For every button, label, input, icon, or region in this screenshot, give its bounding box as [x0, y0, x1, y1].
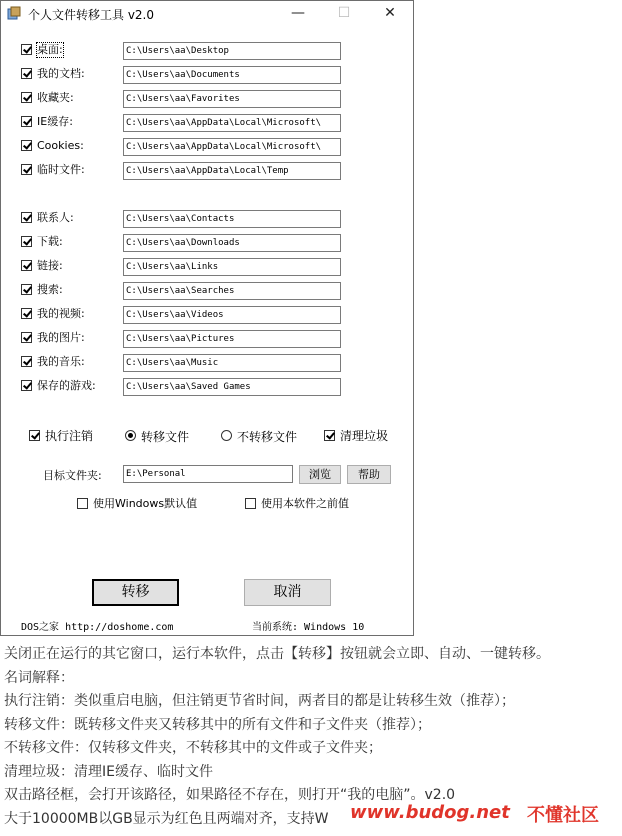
folder-checkbox[interactable] [21, 44, 32, 55]
app-icon [7, 6, 21, 20]
previous-values-checkbox[interactable] [245, 498, 256, 509]
watermark-name: 不懂社区 [527, 805, 599, 826]
folder-checkbox[interactable] [21, 308, 32, 319]
target-folder-input[interactable]: E:\Personal [123, 465, 293, 483]
target-folder-label: 目标文件夹: [43, 469, 102, 482]
folder-label: 我的文档: [37, 67, 85, 80]
maximize-button: ☐ [337, 5, 351, 21]
folder-label: 收藏夹: [37, 91, 74, 104]
clean-checkbox[interactable] [324, 430, 335, 441]
close-button[interactable]: ✕ [384, 5, 396, 21]
description-line: 清理垃圾：清理IE缓存、临时文件 [4, 763, 213, 780]
current-system: 当前系统: Windows 10 [252, 622, 365, 633]
folder-label: 我的图片: [37, 331, 85, 344]
previous-values-label: 使用本软件之前值 [261, 497, 349, 510]
clean-label: 清理垃圾 [340, 429, 389, 443]
folder-checkbox[interactable] [21, 116, 32, 127]
no-move-label: 不转移文件 [237, 430, 298, 444]
description-line: 关闭正在运行的其它窗口，运行本软件，点击【转移】按钮就会立即、自动、一键转移。 [4, 646, 550, 662]
folder-path-input[interactable]: C:\Users\aa\Searches [123, 282, 341, 300]
folder-path-input[interactable]: C:\Users\aa\Videos [123, 306, 341, 324]
folder-label: 我的音乐: [37, 355, 85, 368]
windows-default-checkbox[interactable] [77, 498, 88, 509]
folder-label: 联系人: [37, 211, 74, 224]
folder-path-input[interactable]: C:\Users\aa\Desktop [123, 42, 341, 60]
folder-label: 保存的游戏: [37, 379, 96, 392]
folder-checkbox[interactable] [21, 356, 32, 367]
folder-label: IE缓存: [37, 115, 73, 128]
folder-checkbox[interactable] [21, 236, 32, 247]
transfer-button[interactable]: 转移 [92, 579, 179, 606]
folder-label: 临时文件: [37, 163, 85, 176]
logoff-label: 执行注销 [45, 429, 94, 443]
description-line: 执行注销：类似重启电脑，但注销更节省时间，两者目的都是让转移生效（推荐）； [4, 693, 515, 709]
folder-checkbox[interactable] [21, 212, 32, 223]
cancel-button[interactable]: 取消 [244, 579, 331, 606]
windows-default-label: 使用Windows默认值 [93, 497, 198, 510]
folder-path-input[interactable]: C:\Users\aa\Favorites [123, 90, 341, 108]
folder-label: 搜索: [37, 283, 63, 296]
help-button[interactable]: 帮助 [347, 465, 391, 484]
folder-path-input[interactable]: C:\Users\aa\AppData\Local\Microsoft\ [123, 138, 341, 156]
folder-path-input[interactable]: C:\Users\aa\AppData\Local\Temp [123, 162, 341, 180]
title-bar [1, 1, 413, 27]
folder-path-input[interactable]: C:\Users\aa\Downloads [123, 234, 341, 252]
folder-checkbox[interactable] [21, 260, 32, 271]
logoff-checkbox[interactable] [29, 430, 40, 441]
folder-label: 链接: [37, 259, 63, 272]
folder-label: 桌面: [37, 43, 63, 56]
folder-label: 下载: [37, 235, 63, 248]
watermark-site: www.budog.net [350, 802, 510, 823]
folder-label: Cookies: [37, 139, 84, 152]
window-title: 个人文件转移工具 v2.0 [28, 8, 155, 22]
folder-path-input[interactable]: C:\Users\aa\Music [123, 354, 341, 372]
description-line: 大于10000MB以GB显示为红色且两端对齐，支持W [4, 810, 329, 827]
folder-checkbox[interactable] [21, 92, 32, 103]
folder-path-input[interactable]: C:\Users\aa\AppData\Local\Microsoft\ [123, 114, 341, 132]
folder-checkbox[interactable] [21, 68, 32, 79]
folder-checkbox[interactable] [21, 332, 32, 343]
folder-path-input[interactable]: C:\Users\aa\Links [123, 258, 341, 276]
description-line: 转移文件：既转移文件夹又转移其中的所有文件和子文件夹（推荐）； [4, 716, 431, 733]
folder-checkbox[interactable] [21, 284, 32, 295]
no-move-radio[interactable] [221, 430, 232, 441]
folder-checkbox[interactable] [21, 380, 32, 391]
browse-button[interactable]: 浏览 [299, 465, 341, 484]
folder-path-input[interactable]: C:\Users\aa\Pictures [123, 330, 341, 348]
folder-checkbox[interactable] [21, 164, 32, 175]
folder-label: 我的视频: [37, 307, 85, 320]
move-files-radio[interactable] [125, 430, 136, 441]
description-line: 双击路径框，会打开该路径，如果路径不存在，则打开“我的电脑”。v2.0 [4, 787, 456, 803]
folder-path-input[interactable]: C:\Users\aa\Saved Games [123, 378, 341, 396]
minimize-button[interactable]: — [291, 5, 305, 21]
folder-path-input[interactable]: C:\Users\aa\Contacts [123, 210, 341, 228]
site-link[interactable]: DOS之家 http://doshome.com [21, 622, 174, 633]
description-line: 不转移文件：仅转移文件夹，不转移其中的文件或子文件夹； [4, 740, 382, 756]
description-line: 名词解释： [4, 669, 74, 686]
folder-checkbox[interactable] [21, 140, 32, 151]
folder-path-input[interactable]: C:\Users\aa\Documents [123, 66, 341, 84]
move-files-label: 转移文件 [141, 430, 190, 444]
